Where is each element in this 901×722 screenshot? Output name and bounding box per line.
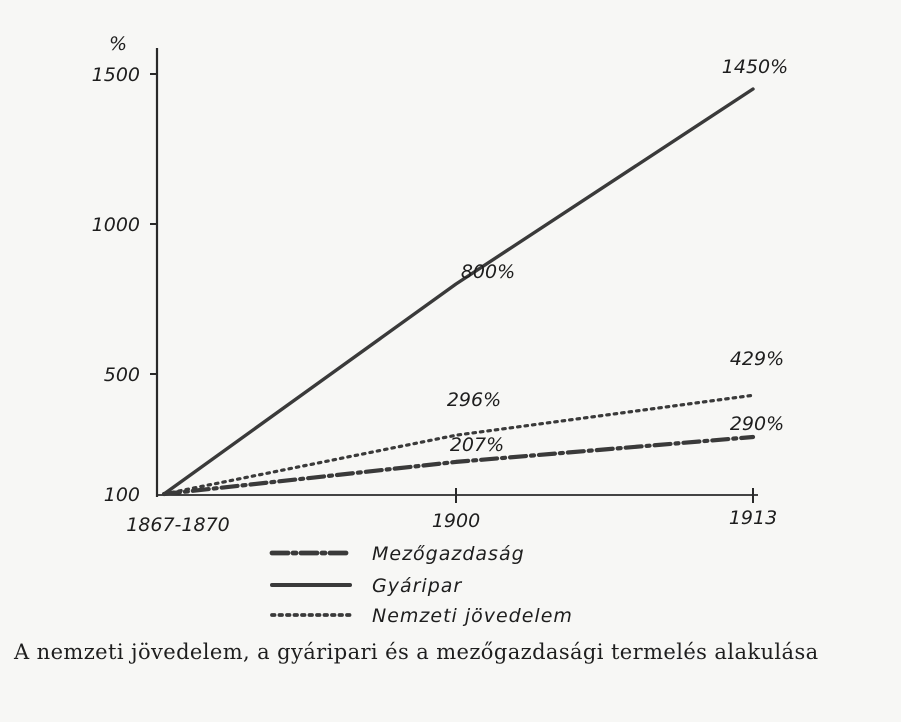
data-label-2-2: 429% — [729, 348, 785, 370]
y-tick-label-500: 500 — [103, 364, 140, 386]
data-label-0-1: 207% — [449, 434, 505, 456]
y-tick-label-100: 100 — [103, 484, 140, 506]
legend-label-2: Nemzeti jövedelem — [372, 605, 573, 627]
chart-caption: A nemzeti jövedelem, a gyáripari és a mezőgazdasági termelés alakulása — [14, 640, 819, 664]
legend-label-1: Gyáripar — [372, 575, 463, 597]
y-axis-unit-label: % — [109, 33, 128, 55]
y-tick-label-1000: 1000 — [91, 214, 140, 236]
legend-label-0: Mezőgazdaság — [372, 543, 525, 565]
y-tick-label-1500: 1500 — [91, 64, 140, 86]
data-label-2-1: 296% — [446, 389, 502, 411]
data-label-1-2: 1450% — [721, 56, 789, 78]
data-label-0-2: 290% — [729, 413, 785, 435]
x-tick-label-0: 1867-1870 — [126, 514, 230, 536]
x-tick-label-2: 1913 — [728, 507, 778, 529]
data-label-1-1: 800% — [460, 261, 516, 283]
x-tick-label-1: 1900 — [431, 510, 481, 532]
